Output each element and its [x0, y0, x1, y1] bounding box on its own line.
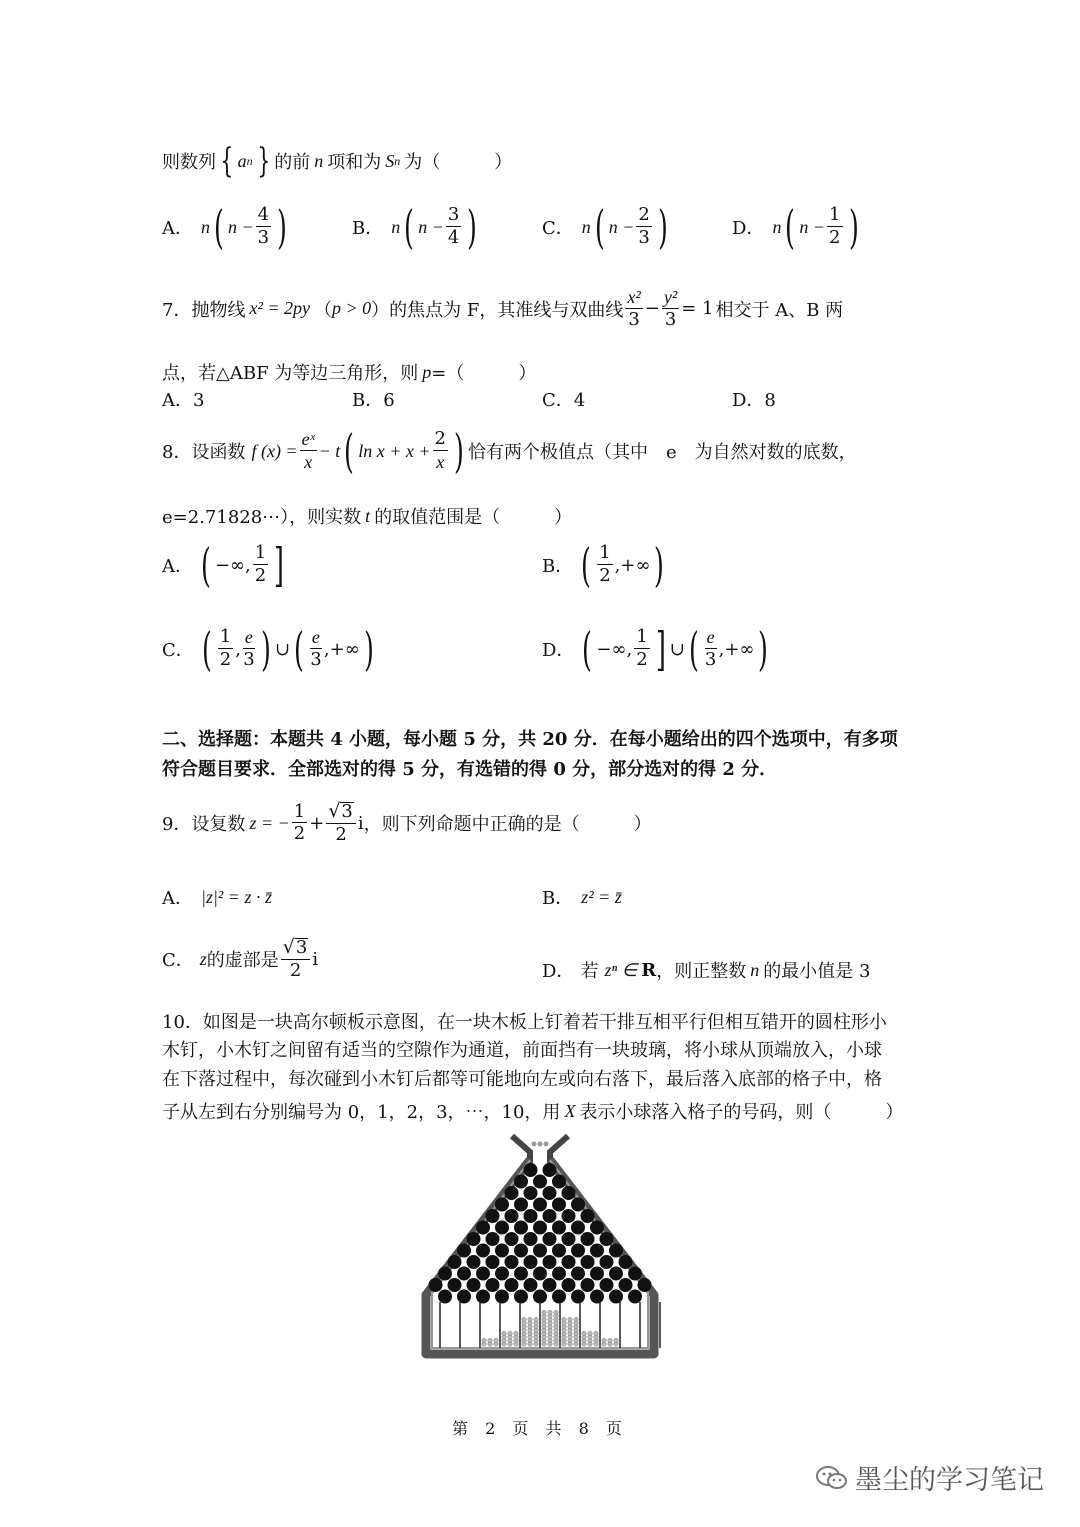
peg	[514, 1175, 528, 1189]
peg	[524, 1186, 538, 1200]
peg	[467, 1232, 481, 1246]
peg	[467, 1278, 481, 1292]
peg	[600, 1278, 614, 1292]
fraction: $\frac{\text{x²}}{3}$	[627, 287, 641, 330]
peg	[600, 1255, 614, 1269]
ball	[542, 1310, 546, 1314]
brace-left: {	[220, 141, 234, 181]
peg	[571, 1267, 585, 1281]
peg	[628, 1290, 642, 1304]
peg	[533, 1198, 547, 1212]
peg	[495, 1198, 509, 1212]
peg	[514, 1290, 528, 1304]
peg	[514, 1267, 528, 1281]
watermark-text: 墨尘的学习笔记	[855, 1465, 1044, 1496]
section-2-heading-line-1: 二、选择题：本题共 4 小题，每小题 5 分，共 20 分．在每小题给出的四个选项中，有多项	[162, 729, 898, 750]
peg	[590, 1221, 604, 1235]
peg	[571, 1244, 585, 1258]
q7-option-d[interactable]: D．8	[732, 390, 776, 411]
ball	[588, 1331, 592, 1335]
peg	[533, 1267, 547, 1281]
peg	[562, 1232, 576, 1246]
peg	[514, 1198, 528, 1212]
ball	[568, 1317, 572, 1321]
q7-line-2: 点，若△ABF 为等边三角形，则 p =（ ）	[162, 361, 537, 384]
ball	[548, 1310, 552, 1314]
peg	[562, 1186, 576, 1200]
peg	[571, 1221, 585, 1235]
fraction: $\frac{4}{3}$	[257, 204, 270, 248]
peg	[533, 1244, 547, 1258]
peg	[590, 1290, 604, 1304]
peg	[562, 1209, 576, 1223]
peg	[581, 1209, 595, 1223]
q6-option-d[interactable]: D． n ( n − $\frac{1}{2}$ )	[732, 200, 859, 254]
peg	[590, 1267, 604, 1281]
ball	[494, 1338, 498, 1342]
peg	[495, 1290, 509, 1304]
peg	[495, 1267, 509, 1281]
q8-option-c[interactable]: C． ( $\frac{1}{2}$ , $\frac{e}{3}$ ) ∪ ( $\frac{e}{3}$ ,+∞ )	[162, 622, 374, 676]
peg	[543, 1186, 557, 1200]
peg	[552, 1221, 566, 1235]
peg	[619, 1278, 633, 1292]
peg	[505, 1186, 519, 1200]
fraction: $\frac{e}{3}$	[704, 627, 717, 670]
peg	[562, 1255, 576, 1269]
fraction: √ 3 2	[281, 938, 311, 981]
peg	[467, 1255, 481, 1269]
peg	[609, 1290, 623, 1304]
fraction: $\frac{1}{2}$	[636, 626, 648, 670]
q6-option-b[interactable]: B． n ( n − $\frac{3}{4}$ )	[352, 200, 478, 254]
peg	[552, 1244, 566, 1258]
q10-line-1: 10．如图是一块高尔顿板示意图，在一块木板上钉着若干排互相平行但相互错开的圆柱形小	[162, 1012, 887, 1033]
peg	[476, 1244, 490, 1258]
peg	[486, 1209, 500, 1223]
peg	[581, 1232, 595, 1246]
fraction: $\frac{2}{3}$	[638, 204, 650, 248]
sqrt-symbol: √ 3	[328, 800, 353, 822]
peg	[495, 1244, 509, 1258]
ball	[594, 1331, 598, 1335]
peg	[552, 1267, 566, 1281]
peg	[533, 1290, 547, 1304]
peg	[533, 1221, 547, 1235]
peg	[619, 1255, 633, 1269]
peg	[514, 1244, 528, 1258]
page-footer: 第 2 页 共 8 页	[452, 1419, 628, 1438]
q9-option-a[interactable]: A． |z|² = z · z̄	[162, 886, 272, 909]
q7-option-c[interactable]: C．4	[542, 390, 586, 411]
peg	[543, 1232, 557, 1246]
peg	[448, 1278, 462, 1292]
fraction: $\frac{1}{2}$	[254, 542, 267, 586]
peg	[505, 1209, 519, 1223]
peg	[552, 1290, 566, 1304]
ball	[574, 1317, 578, 1321]
q8-option-b[interactable]: B． ( $\frac{1}{2}$ ,+∞ )	[542, 538, 665, 592]
ball	[528, 1317, 532, 1321]
peg	[581, 1255, 595, 1269]
q9-option-b[interactable]: B． z² = z̄	[542, 886, 622, 909]
peg	[552, 1198, 566, 1212]
ball	[534, 1317, 538, 1321]
peg	[524, 1278, 538, 1292]
peg	[524, 1255, 538, 1269]
peg	[486, 1232, 500, 1246]
q8-option-a[interactable]: A． ( −∞, $\frac{1}{2}$ ]	[162, 538, 285, 592]
fraction: $\frac{1}{2}$	[293, 800, 306, 845]
q7-line-1: 7．抛物线 x² = 2py （ p > 0 ）的焦点为 F，其准线与双曲线 $\frac{\text{x²}}{3}$ − $\frac{\text{y²}}{3}$ = 1 相交于 A、B 两	[162, 287, 844, 330]
peg	[609, 1244, 623, 1258]
fraction: $\frac{1}{2}$	[219, 626, 232, 670]
fraction: $\frac{3}{4}$	[447, 204, 460, 248]
peg	[524, 1209, 538, 1223]
q10-line-3: 在下落过程中，每次碰到小木钉后都等可能地向左或向右落下，最后落入底部的格子中，格	[162, 1069, 882, 1090]
watermark	[815, 1458, 1044, 1497]
peg	[533, 1175, 547, 1189]
q10-line-4: 子从左到右分别编号为 0，1，2，3，⋯，10，用 X 表示小球落入格子的号码，则（ ）	[162, 1100, 904, 1123]
ball	[508, 1331, 512, 1335]
q7-option-a[interactable]: A．3	[162, 390, 205, 411]
ball	[602, 1338, 606, 1342]
sqrt-symbol: √ 3	[282, 936, 308, 958]
peg	[628, 1267, 642, 1281]
peg	[457, 1267, 471, 1281]
q8-line-1: 8．设函数 f (x) = $\frac{\text{eˣ}}{x}$ − t ( ln x + x + $\frac{2}{x}$ ) 恰有两个极值点（其中 e 为自然对数的底数，	[162, 424, 857, 478]
ball	[608, 1338, 612, 1342]
section-2-heading-line-2: 符合题目要求．全部选对的得 5 分，有选错的得 0 分，部分选对的得 2 分．	[162, 759, 778, 780]
galton-board-figure	[410, 1130, 670, 1365]
peg	[505, 1232, 519, 1246]
peg	[600, 1232, 614, 1246]
fraction: $\frac{1}{2}$	[599, 542, 611, 586]
peg	[571, 1290, 585, 1304]
peg	[514, 1221, 528, 1235]
peg	[486, 1255, 500, 1269]
ball	[582, 1331, 586, 1335]
q8-option-d[interactable]: D． ( −∞, $\frac{1}{2}$ ] ∪ ( $\frac{e}{3}$ ,+∞ )	[542, 622, 769, 676]
q6-option-a[interactable]: A． n ( n − $\frac{4}{3}$ )	[162, 200, 287, 254]
ball	[522, 1317, 526, 1321]
fraction: $\frac{e}{3}$	[243, 627, 255, 670]
ball	[488, 1338, 492, 1342]
brace-right: }	[256, 141, 270, 181]
ball	[614, 1338, 618, 1342]
peg	[638, 1278, 652, 1292]
ball	[482, 1338, 486, 1342]
peg	[543, 1163, 557, 1177]
ball	[562, 1317, 566, 1321]
fraction: $\frac{e}{3}$	[310, 627, 322, 670]
wechat-icon	[815, 1464, 849, 1492]
ball	[502, 1331, 506, 1335]
ball	[554, 1310, 558, 1314]
fraction: $\frac{\text{y²}}{3}$	[663, 287, 678, 330]
peg	[524, 1232, 538, 1246]
q10-line-2: 木钉，小木钉之间留有适当的空隙作为通道，前面挡有一块玻璃，将小球从顶端放入，小球	[162, 1040, 882, 1061]
peg	[457, 1290, 471, 1304]
q8-line-2: e=2.71828⋯），则实数 t 的取值范围是（ ）	[162, 505, 573, 528]
q6-stem: 则数列 { a n } 的前 n 项和为 S n 为（ ）	[162, 141, 513, 181]
q7-option-b[interactable]: B．6	[352, 390, 395, 411]
peg	[457, 1244, 471, 1258]
peg	[543, 1278, 557, 1292]
fraction: $\frac{\text{eˣ}}{x}$	[301, 429, 315, 472]
peg	[438, 1290, 452, 1304]
peg	[476, 1267, 490, 1281]
peg	[486, 1278, 500, 1292]
peg	[562, 1278, 576, 1292]
peg	[552, 1175, 566, 1189]
peg	[609, 1267, 623, 1281]
q9-stem: 9．设复数 z = − $\frac{1}{2}$ + √ 3 2 i ，则下列命题中正确的是（ ）	[162, 800, 652, 845]
peg	[524, 1163, 538, 1177]
peg	[543, 1255, 557, 1269]
peg	[581, 1278, 595, 1292]
peg	[543, 1209, 557, 1223]
fraction: √ 3 2	[326, 802, 356, 845]
peg	[505, 1278, 519, 1292]
peg	[438, 1267, 452, 1281]
q9-option-d[interactable]: D． 若 zⁿ ∈ R ，则正整数 n 的最小值是 3	[542, 959, 871, 982]
peg	[476, 1290, 490, 1304]
peg	[495, 1221, 509, 1235]
peg	[429, 1278, 443, 1292]
peg	[476, 1221, 490, 1235]
q6-option-c[interactable]: C． n ( n − $\frac{2}{3}$ )	[542, 200, 668, 254]
peg	[571, 1198, 585, 1212]
peg	[505, 1255, 519, 1269]
peg	[448, 1255, 462, 1269]
fraction: $\frac{1}{2}$	[829, 204, 841, 248]
q9-option-c[interactable]: C． z 的虚部是 √ 3 2 i	[162, 936, 319, 981]
peg	[590, 1244, 604, 1258]
fraction: $\frac{2}{x}$	[434, 428, 446, 472]
ball	[514, 1331, 518, 1335]
